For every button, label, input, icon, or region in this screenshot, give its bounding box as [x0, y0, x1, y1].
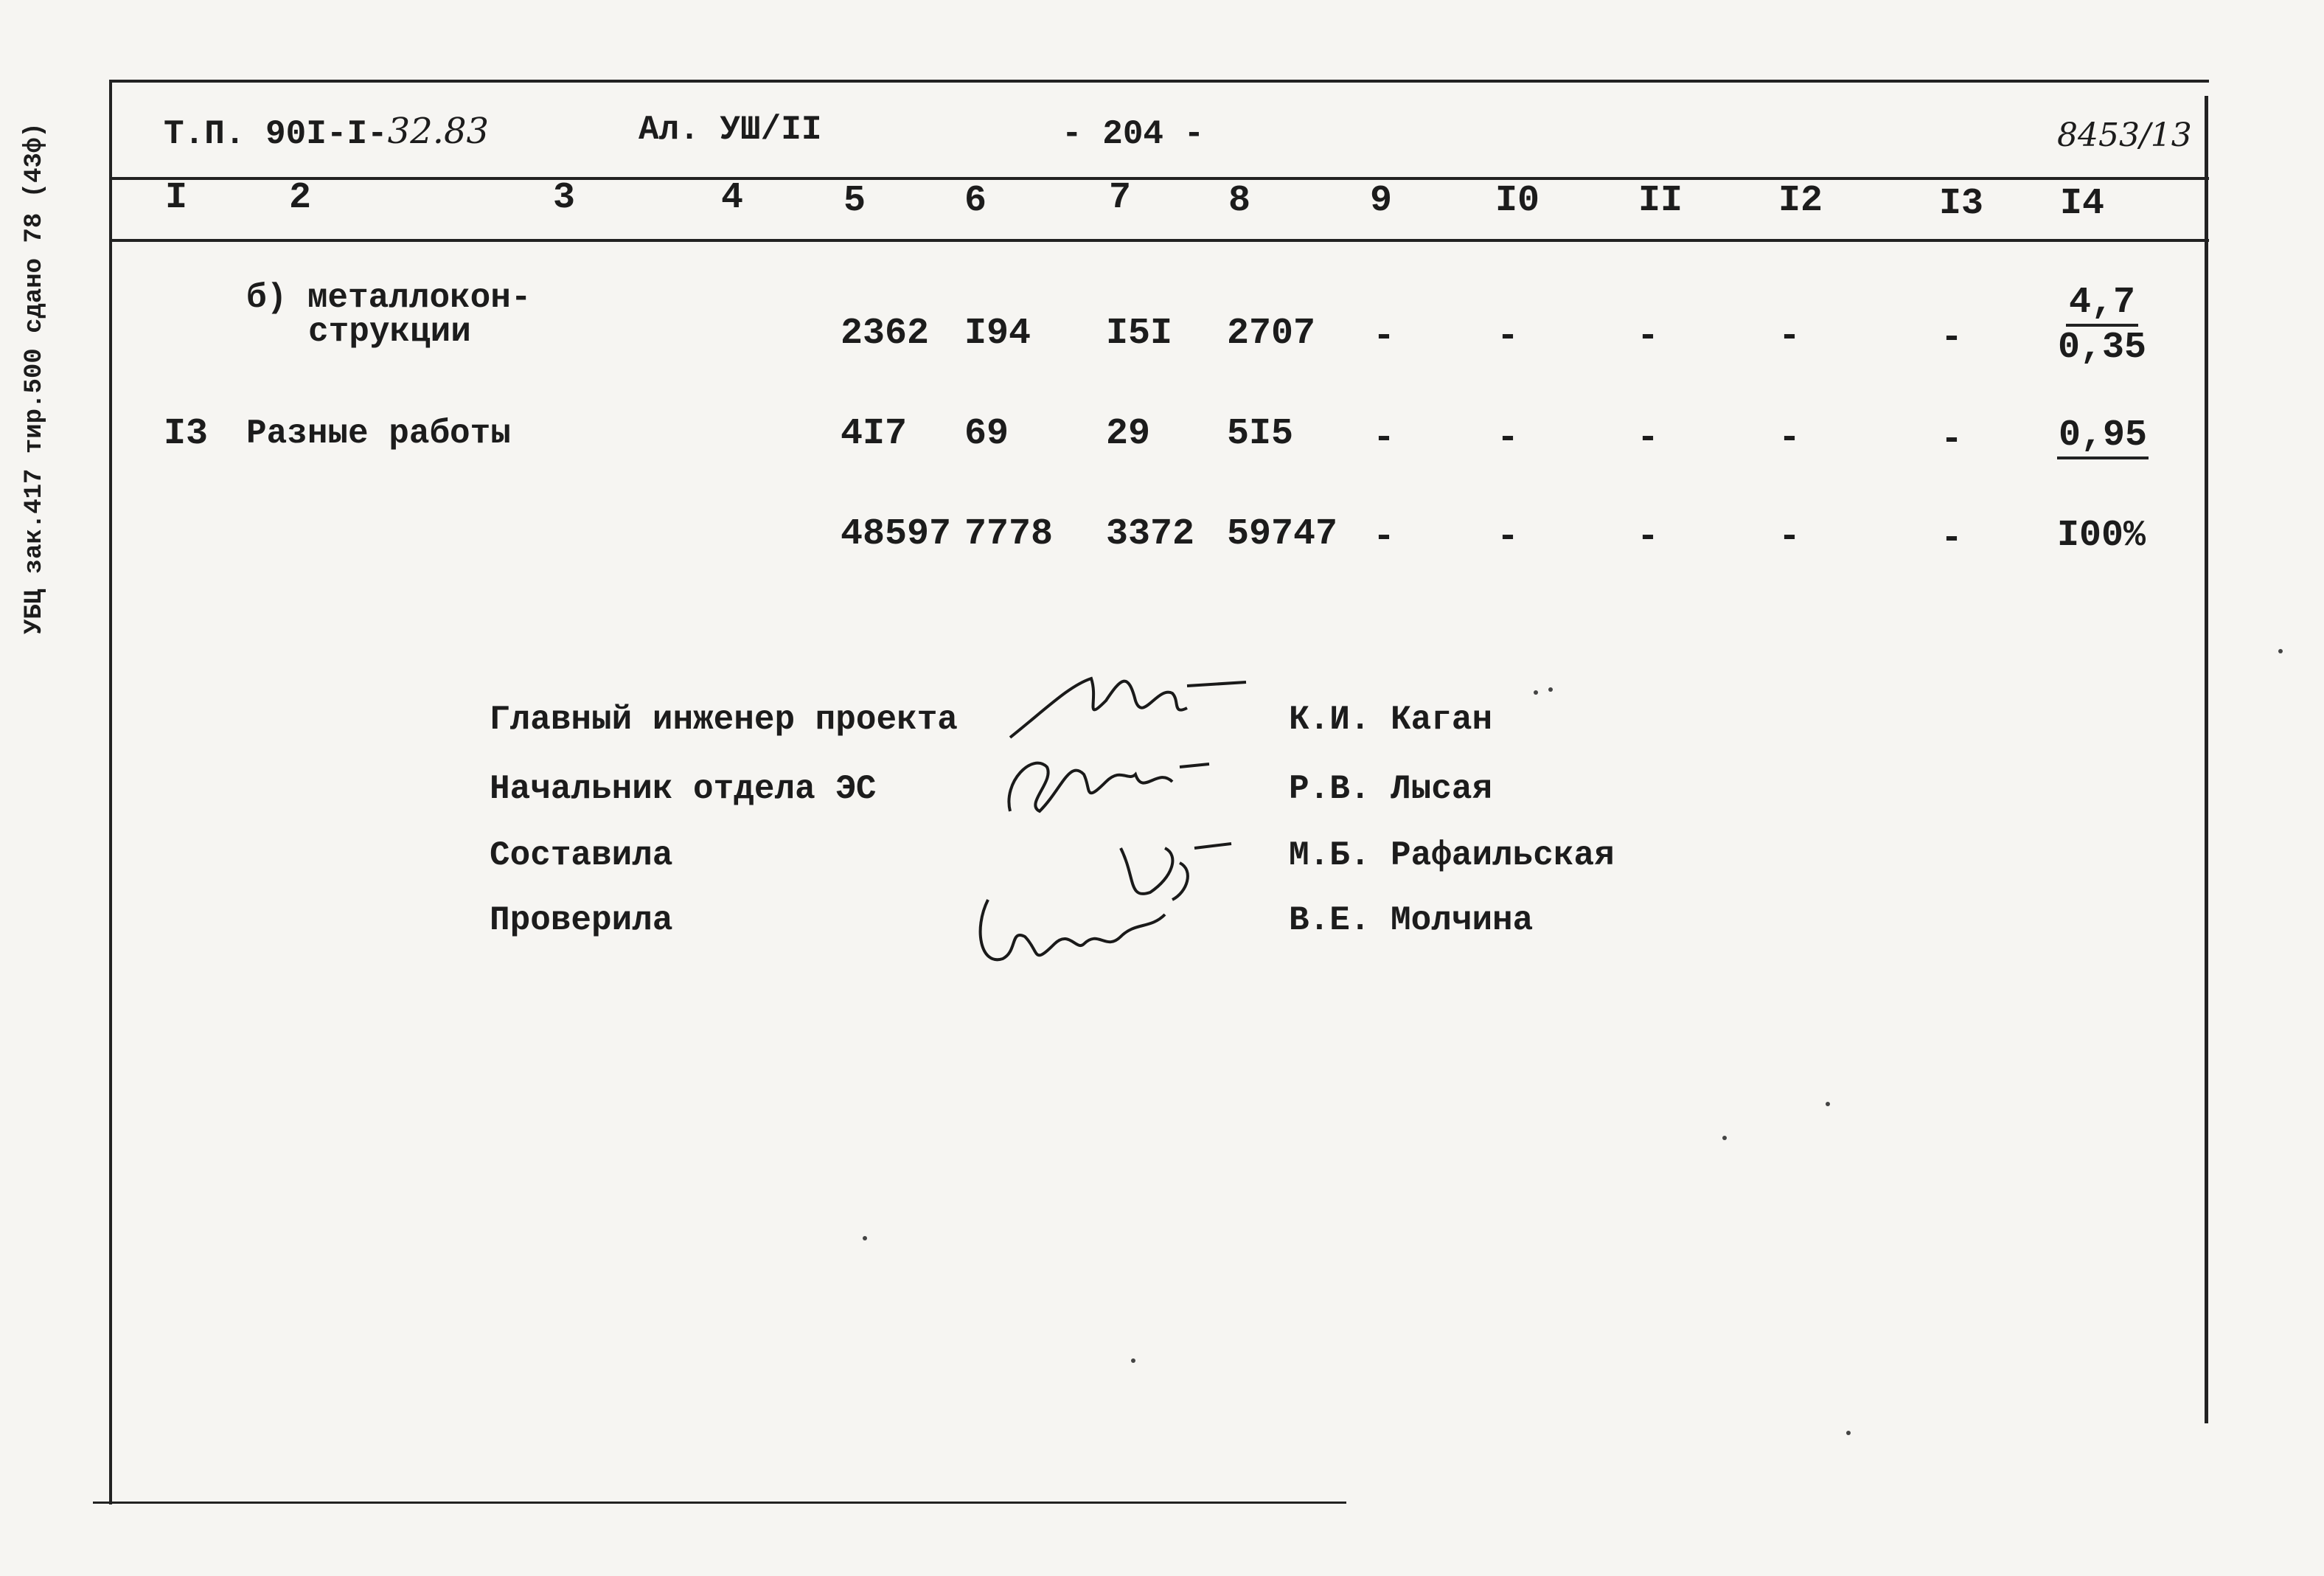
cell-col12: -	[1778, 417, 1801, 459]
column-header: 9	[1370, 180, 1393, 222]
column-header: I4	[2060, 183, 2105, 225]
cell-col14-value: 0,95	[2057, 414, 2149, 459]
cell-col14	[2057, 414, 2149, 457]
cell-col10: -	[1497, 316, 1520, 358]
cell-col12: -	[1778, 316, 1801, 358]
cell-col7: 3372	[1106, 513, 1195, 555]
cell-col14: I00%	[2057, 515, 2146, 557]
paper-speck	[1548, 687, 1553, 692]
column-header: 5	[843, 180, 866, 222]
cell-col9: -	[1373, 316, 1396, 358]
cell-col11: -	[1637, 516, 1660, 558]
cell-col9: -	[1373, 516, 1396, 558]
row-name-line2: струкции	[308, 313, 471, 351]
cell-col5: 2362	[841, 313, 930, 355]
row-name: Разные работы	[246, 414, 511, 453]
cell-col6: 7778	[964, 513, 1054, 555]
paper-speck	[1722, 1136, 1727, 1140]
paper-speck	[1131, 1358, 1135, 1363]
handwritten-signature-4	[959, 885, 1180, 981]
album-label: Ал. УШ/II	[639, 111, 822, 149]
cell-col6: 69	[964, 413, 1009, 455]
row-name-line1: б) металлокон-	[246, 279, 532, 317]
cell-col10: -	[1497, 417, 1520, 459]
document-code-prefix: Т.П. 90I-I-	[164, 115, 388, 153]
row-number: I3	[164, 413, 209, 455]
column-header: 8	[1228, 180, 1251, 222]
cell-col9: -	[1373, 417, 1396, 459]
side-stamp: УБЦ зак.417 тир.500 сдано 78 (43ф)	[21, 122, 49, 634]
cell-col13: -	[1941, 419, 1963, 461]
cell-col8: 5I5	[1227, 413, 1294, 455]
cell-col13: -	[1941, 317, 1963, 359]
column-header: 2	[289, 177, 312, 219]
column-header: 4	[721, 177, 744, 219]
paper-speck	[1846, 1431, 1851, 1435]
cell-col8: 59747	[1227, 513, 1338, 555]
signature-name: Р.В. Лысая	[1289, 770, 1493, 808]
frame-right-line	[2205, 96, 2208, 1423]
column-header: I2	[1778, 180, 1823, 222]
cell-col7: 29	[1106, 413, 1151, 455]
fraction-denominator: 0,35	[2057, 327, 2147, 369]
cell-col5: 4I7	[841, 413, 908, 455]
fraction-numerator: 4,7	[2066, 282, 2138, 327]
frame-left-line	[109, 80, 112, 1504]
cell-col7: I5I	[1106, 313, 1173, 355]
document-code-handwritten: 32.83	[387, 111, 490, 152]
column-header: II	[1638, 180, 1683, 222]
cell-col14-fraction	[2054, 282, 2150, 369]
header-separator	[109, 177, 2209, 180]
cell-col11: -	[1637, 417, 1660, 459]
cell-col6: I94	[964, 313, 1031, 355]
frame-bottom-line	[93, 1502, 1346, 1504]
paper-speck	[2278, 649, 2283, 653]
signature-role: Начальник отдела ЭС	[490, 770, 877, 808]
column-header: I	[165, 177, 188, 219]
cell-col12: -	[1778, 516, 1801, 558]
page-number: - 204 -	[1062, 115, 1205, 153]
cell-col10: -	[1497, 516, 1520, 558]
signature-name: К.И. Каган	[1289, 701, 1493, 739]
cell-col8: 2707	[1227, 313, 1316, 355]
columns-separator	[109, 239, 2209, 242]
paper-speck	[1534, 690, 1538, 695]
signature-name: М.Б. Рафаильская	[1289, 836, 1615, 875]
signature-role: Проверила	[490, 901, 673, 940]
column-header: 7	[1109, 177, 1132, 219]
reference-number: 8453/13	[2057, 117, 2192, 154]
signature-name: В.Е. Молчина	[1289, 901, 1534, 940]
column-header: I0	[1495, 180, 1540, 222]
cell-col11: -	[1637, 316, 1660, 358]
document-code	[164, 111, 489, 153]
cell-col13: -	[1941, 518, 1963, 560]
column-header: 3	[553, 177, 576, 219]
handwritten-signature-2	[988, 737, 1224, 826]
paper-speck	[863, 1236, 867, 1240]
paper-speck	[1826, 1102, 1830, 1106]
column-header: 6	[964, 180, 987, 222]
column-header: I3	[1939, 183, 1984, 225]
signature-role: Главный инженер проекта	[490, 701, 958, 739]
signature-role: Составила	[490, 836, 673, 875]
frame-top-line	[109, 80, 2209, 83]
cell-col5: 48597	[841, 513, 952, 555]
